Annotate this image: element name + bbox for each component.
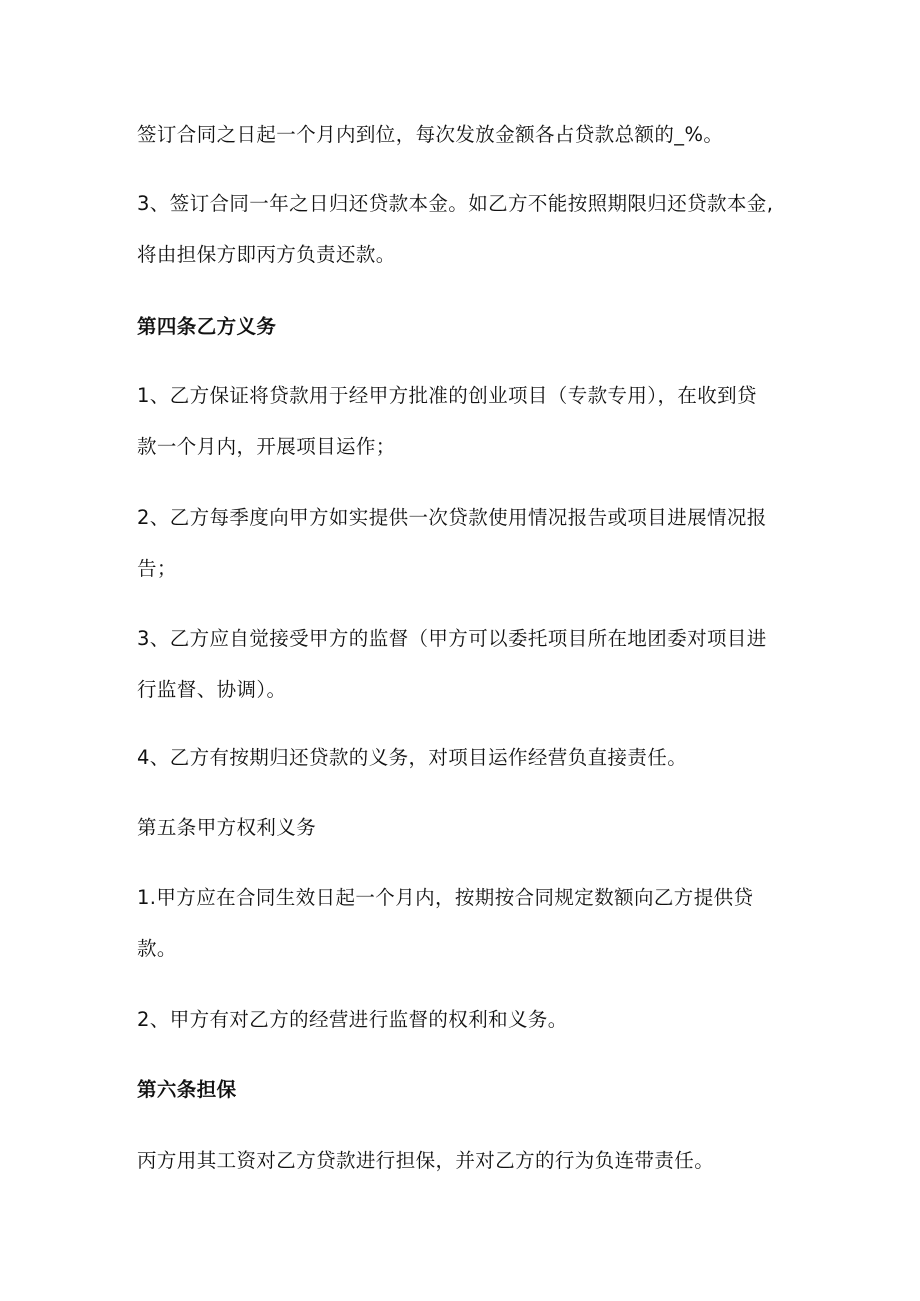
paragraph-line: 签订合同之日起一个月内到位，每次发放金额各占贷款总额的_%。 xyxy=(137,123,724,146)
paragraph-line: 2、乙方每季度向甲方如实提供一次贷款使用情况报告或项目进展情况报 xyxy=(137,506,767,529)
section-heading: 第六条担保 xyxy=(137,1078,237,1101)
paragraph-line: 丙方用其工资对乙方贷款进行担保，并对乙方的行为负连带责任。 xyxy=(137,1149,715,1172)
paragraph-line: 款。 xyxy=(137,937,177,960)
paragraph-line: 4、乙方有按期归还贷款的义务，对项目运作经营负直接责任。 xyxy=(137,746,688,769)
paragraph-line: 1.甲方应在合同生效日起一个月内，按期按合同规定数额向乙方提供贷 xyxy=(137,886,754,909)
paragraph-line: 款一个月内，开展项目运作； xyxy=(137,435,396,458)
paragraph-line: 3、签订合同一年之日归还贷款本金。如乙方不能按照期限归还贷款本金, xyxy=(137,192,774,215)
paragraph-line: 2、甲方有对乙方的经营进行监督的权利和义务。 xyxy=(137,1008,568,1031)
paragraph-line: 将由担保方即丙方负责还款。 xyxy=(137,243,396,266)
section-heading: 第五条甲方权利义务 xyxy=(137,816,317,839)
section-heading: 第四条乙方义务 xyxy=(137,315,277,338)
paragraph-line: 行监督、协调）。 xyxy=(137,678,287,701)
paragraph-line: 1、乙方保证将贷款用于经甲方批准的创业项目（专款专用），在收到贷 xyxy=(137,384,757,407)
paragraph-line: 告； xyxy=(137,557,177,580)
paragraph-line: 3、乙方应自觉接受甲方的监督（甲方可以委托项目所在地团委对项目进 xyxy=(137,627,767,650)
